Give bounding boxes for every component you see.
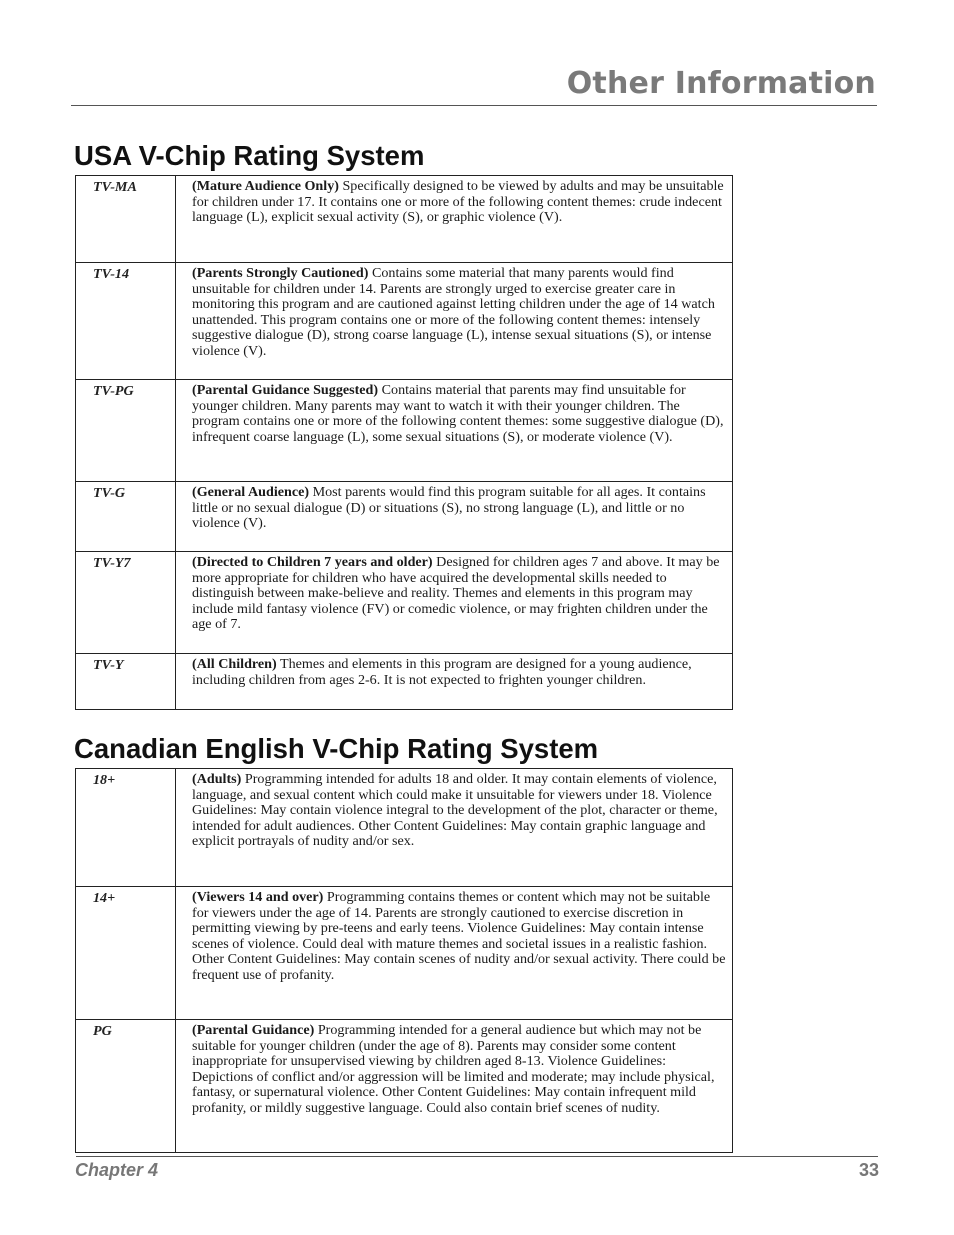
rating-description <box>176 769 733 887</box>
rating-code: TV-14 <box>76 263 176 380</box>
rating-code: TV-MA <box>76 176 176 263</box>
rating-code: TV-Y <box>76 654 176 710</box>
rating-code: TV-Y7 <box>76 552 176 654</box>
rating-text: Programming intended for a general audience but which may not be suitable for younger children (under the age of 8). Parents may consider some content inappropriate for unsupervised viewing by children aged 8-13. Violence Guidelines: Depictions of conflict and/or aggression will be limited and moderate; may include physical, fantasy, or supernatural violence. Other Content Guidelines: May contain infrequent mild profanity, or mildly suggestive language. Could also contain brief scenes of nudity. <box>192 1022 715 1116</box>
rating-code: 14+ <box>76 887 176 1020</box>
footer-chapter: Chapter 4 <box>75 1160 159 1180</box>
rating-text: Specifically designed to be viewed by adults and may be unsuitable for children under 17. It contains one or more of the following content themes: crude indecent language (L), explicit sexual activity (S), or graphic violence (V). <box>192 178 724 226</box>
rating-description <box>176 482 733 552</box>
rating-code: TV-G <box>76 482 176 552</box>
rating-description <box>176 1020 733 1153</box>
table-row <box>76 263 733 380</box>
table-row <box>76 380 733 482</box>
rating-text: Most parents would find this program suitable for all ages. It contains little or no sexual dialogue (D) or situations (S), no strong language (L), and little or no violence (V). <box>192 484 706 532</box>
table-row <box>76 176 733 263</box>
rating-text: Contains some material that many parents would find unsuitable for children under 14. Parents are strongly urged to exercise greater care in monitoring this program and are cautioned against letting children under the age of 14 watch unattended. This program contains one or more of the following content themes: intensely suggestive dialogue (D), strong coarse language (L), intense sexual situations (S), or intense violence (V). <box>192 265 715 359</box>
footer-divider <box>76 1156 878 1157</box>
rating-text: Contains material that parents may find unsuitable for younger children. Many parents may want to watch it with their younger children. The program contains one or more of the following content themes: some suggestive dialogue (D), infrequent coarse language (L), some sexual situations (S), or moderate violence (V). <box>192 382 724 445</box>
rating-label: (General Audience) <box>192 484 310 500</box>
rating-label: (Mature Audience Only) <box>192 178 339 194</box>
footer-page-number: 33 <box>858 1160 879 1180</box>
rating-description <box>176 380 733 482</box>
rating-text: Themes and elements in this program are designed for a young audience, including children from ages 2-6. It is not expected to frighten younger children. <box>192 656 692 688</box>
table-row <box>76 654 733 710</box>
rating-code: TV-PG <box>76 380 176 482</box>
rating-label: (Viewers 14 and over) <box>192 889 324 905</box>
table-row <box>76 769 733 887</box>
rating-label: (Adults) <box>192 771 242 787</box>
table-row <box>76 887 733 1020</box>
rating-label: (Parental Guidance) <box>192 1022 315 1038</box>
canada-section-title: Canadian English V-Chip Rating System <box>74 733 599 764</box>
rating-code: PG <box>76 1020 176 1153</box>
rating-description <box>176 654 733 710</box>
table-row <box>76 482 733 552</box>
canada-rating-table <box>75 768 733 1153</box>
rating-text: Programming intended for adults 18 and older. It may contain elements of violence, language, and sexual content which could make it unsuitable for viewers under 18. Violence Guidelines: May contain violence integral to the development of the plot, character or theme, intended for adult audiences. Other Content Guidelines: May contain graphic language and explicit portrayals of nudity and/or sex. <box>192 771 718 850</box>
table-row <box>76 1020 733 1153</box>
rating-label: (Parental Guidance Suggested) <box>192 382 379 398</box>
rating-text: Programming contains themes or content which may not be suitable for viewers under the age of 14. Parents are strongly cautioned to exercise discretion in permitting viewing by pre-teens and early teens. Violence Guidelines: May contain intense scenes of violence. Could deal with mature themes and societal issues in a realistic fashion. Other Content Guidelines: May contain scenes of nudity and/or sexual activity. There could be frequent use of profanity. <box>192 889 726 983</box>
usa-section-title: USA V-Chip Rating System <box>74 140 425 171</box>
rating-code: 18+ <box>76 769 176 887</box>
rating-label: (Directed to Children 7 years and older) <box>192 554 433 570</box>
usa-rating-table <box>75 175 733 710</box>
rating-description <box>176 552 733 654</box>
rating-description <box>176 263 733 380</box>
rating-text: Designed for children ages 7 and above. It may be more appropriate for children who have acquired the developmental skills needed to distinguish between make-believe and reality. Themes and elements in this program may include mild fantasy violence (FV) or comedic violence, or may frighten children under the age of 7. <box>192 554 720 633</box>
rating-label: (Parents Strongly Cautioned) <box>192 265 369 281</box>
header-divider <box>71 105 877 106</box>
rating-description <box>176 887 733 1020</box>
rating-description <box>176 176 733 263</box>
rating-label: (All Children) <box>192 656 277 672</box>
page-header-title: Other Information <box>566 66 876 101</box>
table-row <box>76 552 733 654</box>
